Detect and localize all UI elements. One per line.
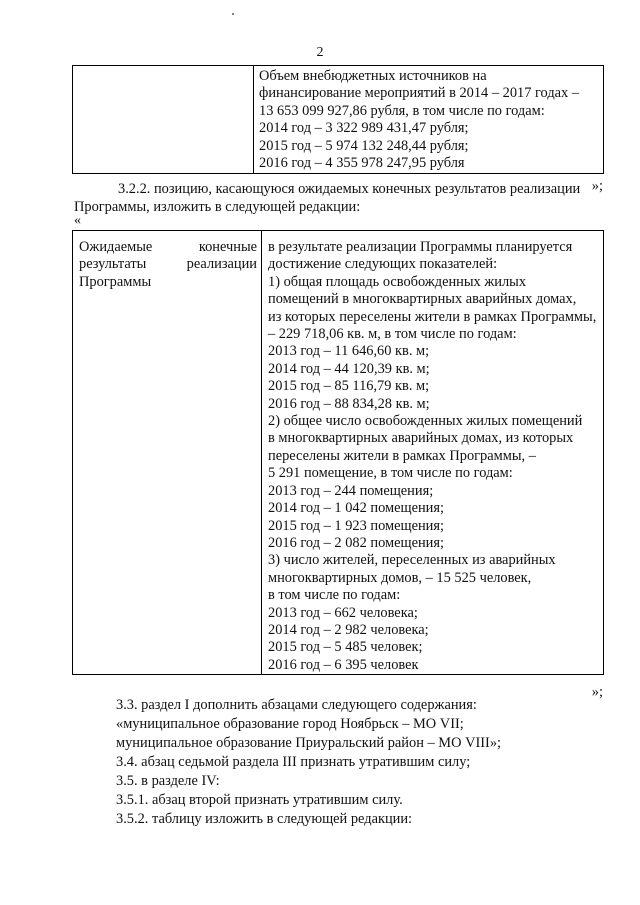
funding-table <box>72 65 604 174</box>
results-line: 2013 год – 11 646,60 кв. м; <box>268 343 430 360</box>
results-line: 2016 год – 88 834,28 кв. м; <box>268 395 430 412</box>
results-line: в результате реализации Программы планируется <box>268 239 573 255</box>
amendment-item: «муниципальное образование город Ноябрьск – МО VII; <box>116 716 464 732</box>
funding-line: 13 653 099 927,86 рубля, в том числе по годам: <box>259 102 545 119</box>
results-line: в том числе по годам: <box>268 587 401 604</box>
results-label-line: Ожидаемые конечные <box>79 239 257 255</box>
funding-line: Объем внебюджетных источников на <box>259 68 487 84</box>
results-label-line: результаты реализации <box>79 256 257 273</box>
results-line: 2015 год – 1 923 помещения; <box>268 517 444 534</box>
results-line: 2014 год – 44 120,39 кв. м; <box>268 360 430 377</box>
results-table-text-cell <box>262 231 604 675</box>
paragraph-3-2-2-line2: Программы, изложить в следующей редакции: <box>74 198 361 215</box>
results-table-label-cell <box>73 231 262 675</box>
amendment-item: 3.3. раздел I дополнить абзацами следующего содержания: <box>116 697 477 713</box>
amendment-item: муниципальное образование Приуральский район – МО VIII»; <box>116 735 502 751</box>
funding-line: 2015 год – 5 974 132 248,44 рубля; <box>259 137 469 154</box>
results-table <box>72 230 604 675</box>
results-line: 2016 год – 2 082 помещения; <box>268 534 444 551</box>
amendment-item: 3.4. абзац седьмой раздела III признать утратившим силу; <box>116 754 471 770</box>
results-line: 2014 год – 1 042 помещения; <box>268 500 444 517</box>
funding-table-empty-cell <box>73 66 254 174</box>
results-line: – 229 718,06 кв. м, в том числе по годам: <box>268 326 517 343</box>
results-line: помещений в многоквартирных аварийных домах, <box>268 291 577 308</box>
results-line: достижение следующих показателей: <box>268 256 498 273</box>
closing-mark-1: »; <box>591 178 603 194</box>
results-line: многоквартирных домов, – 15 525 человек, <box>268 569 532 586</box>
results-line: 2) общее число освобожденных жилых помещений <box>268 413 583 430</box>
paragraph-3-2-2-line1: 3.2.2. позицию, касающуюся ожидаемых конечных результатов реализации <box>118 181 581 197</box>
funding-line: 2014 год – 3 322 989 431,47 рубля; <box>259 120 469 137</box>
opening-quote: « <box>74 213 81 228</box>
scan-speck <box>232 13 234 15</box>
results-line: 2016 год – 6 395 человек <box>268 656 419 673</box>
results-line: 2014 год – 2 982 человека; <box>268 621 429 638</box>
amendment-item: 3.5.1. абзац второй признать утратившим силу. <box>116 792 403 808</box>
results-line: из которых переселены жители в рамках Программы, <box>268 308 597 325</box>
funding-table-text-cell <box>254 66 604 174</box>
closing-mark-2: »; <box>591 684 603 700</box>
results-line: 5 291 помещение, в том числе по годам: <box>268 465 513 482</box>
results-line: 2015 год – 85 116,79 кв. м; <box>268 378 430 395</box>
funding-line: 2016 год – 4 355 978 247,95 рубля <box>259 155 465 172</box>
page-number: 2 <box>316 45 324 60</box>
results-line: 3) число жителей, переселенных из аварийных <box>268 552 556 569</box>
funding-line: финансирование мероприятий в 2014 – 2017 годах – <box>259 85 580 102</box>
paragraph-3-2-2 <box>74 181 604 216</box>
results-label-line: Программы <box>79 273 152 290</box>
results-line: в многоквартирных аварийных домах, из которых <box>268 430 574 447</box>
results-line: 2013 год – 662 человека; <box>268 604 418 621</box>
results-line: 2015 год – 5 485 человек; <box>268 639 423 656</box>
results-line: переселены жители в рамках Программы, – <box>268 447 536 464</box>
amendments-list <box>116 696 501 829</box>
results-line: 1) общая площадь освобожденных жилых <box>268 273 527 290</box>
amendment-item: 3.5.2. таблицу изложить в следующей редакции: <box>116 811 413 827</box>
results-line: 2013 год – 244 помещения; <box>268 482 434 499</box>
amendment-item: 3.5. в разделе IV: <box>116 773 220 789</box>
